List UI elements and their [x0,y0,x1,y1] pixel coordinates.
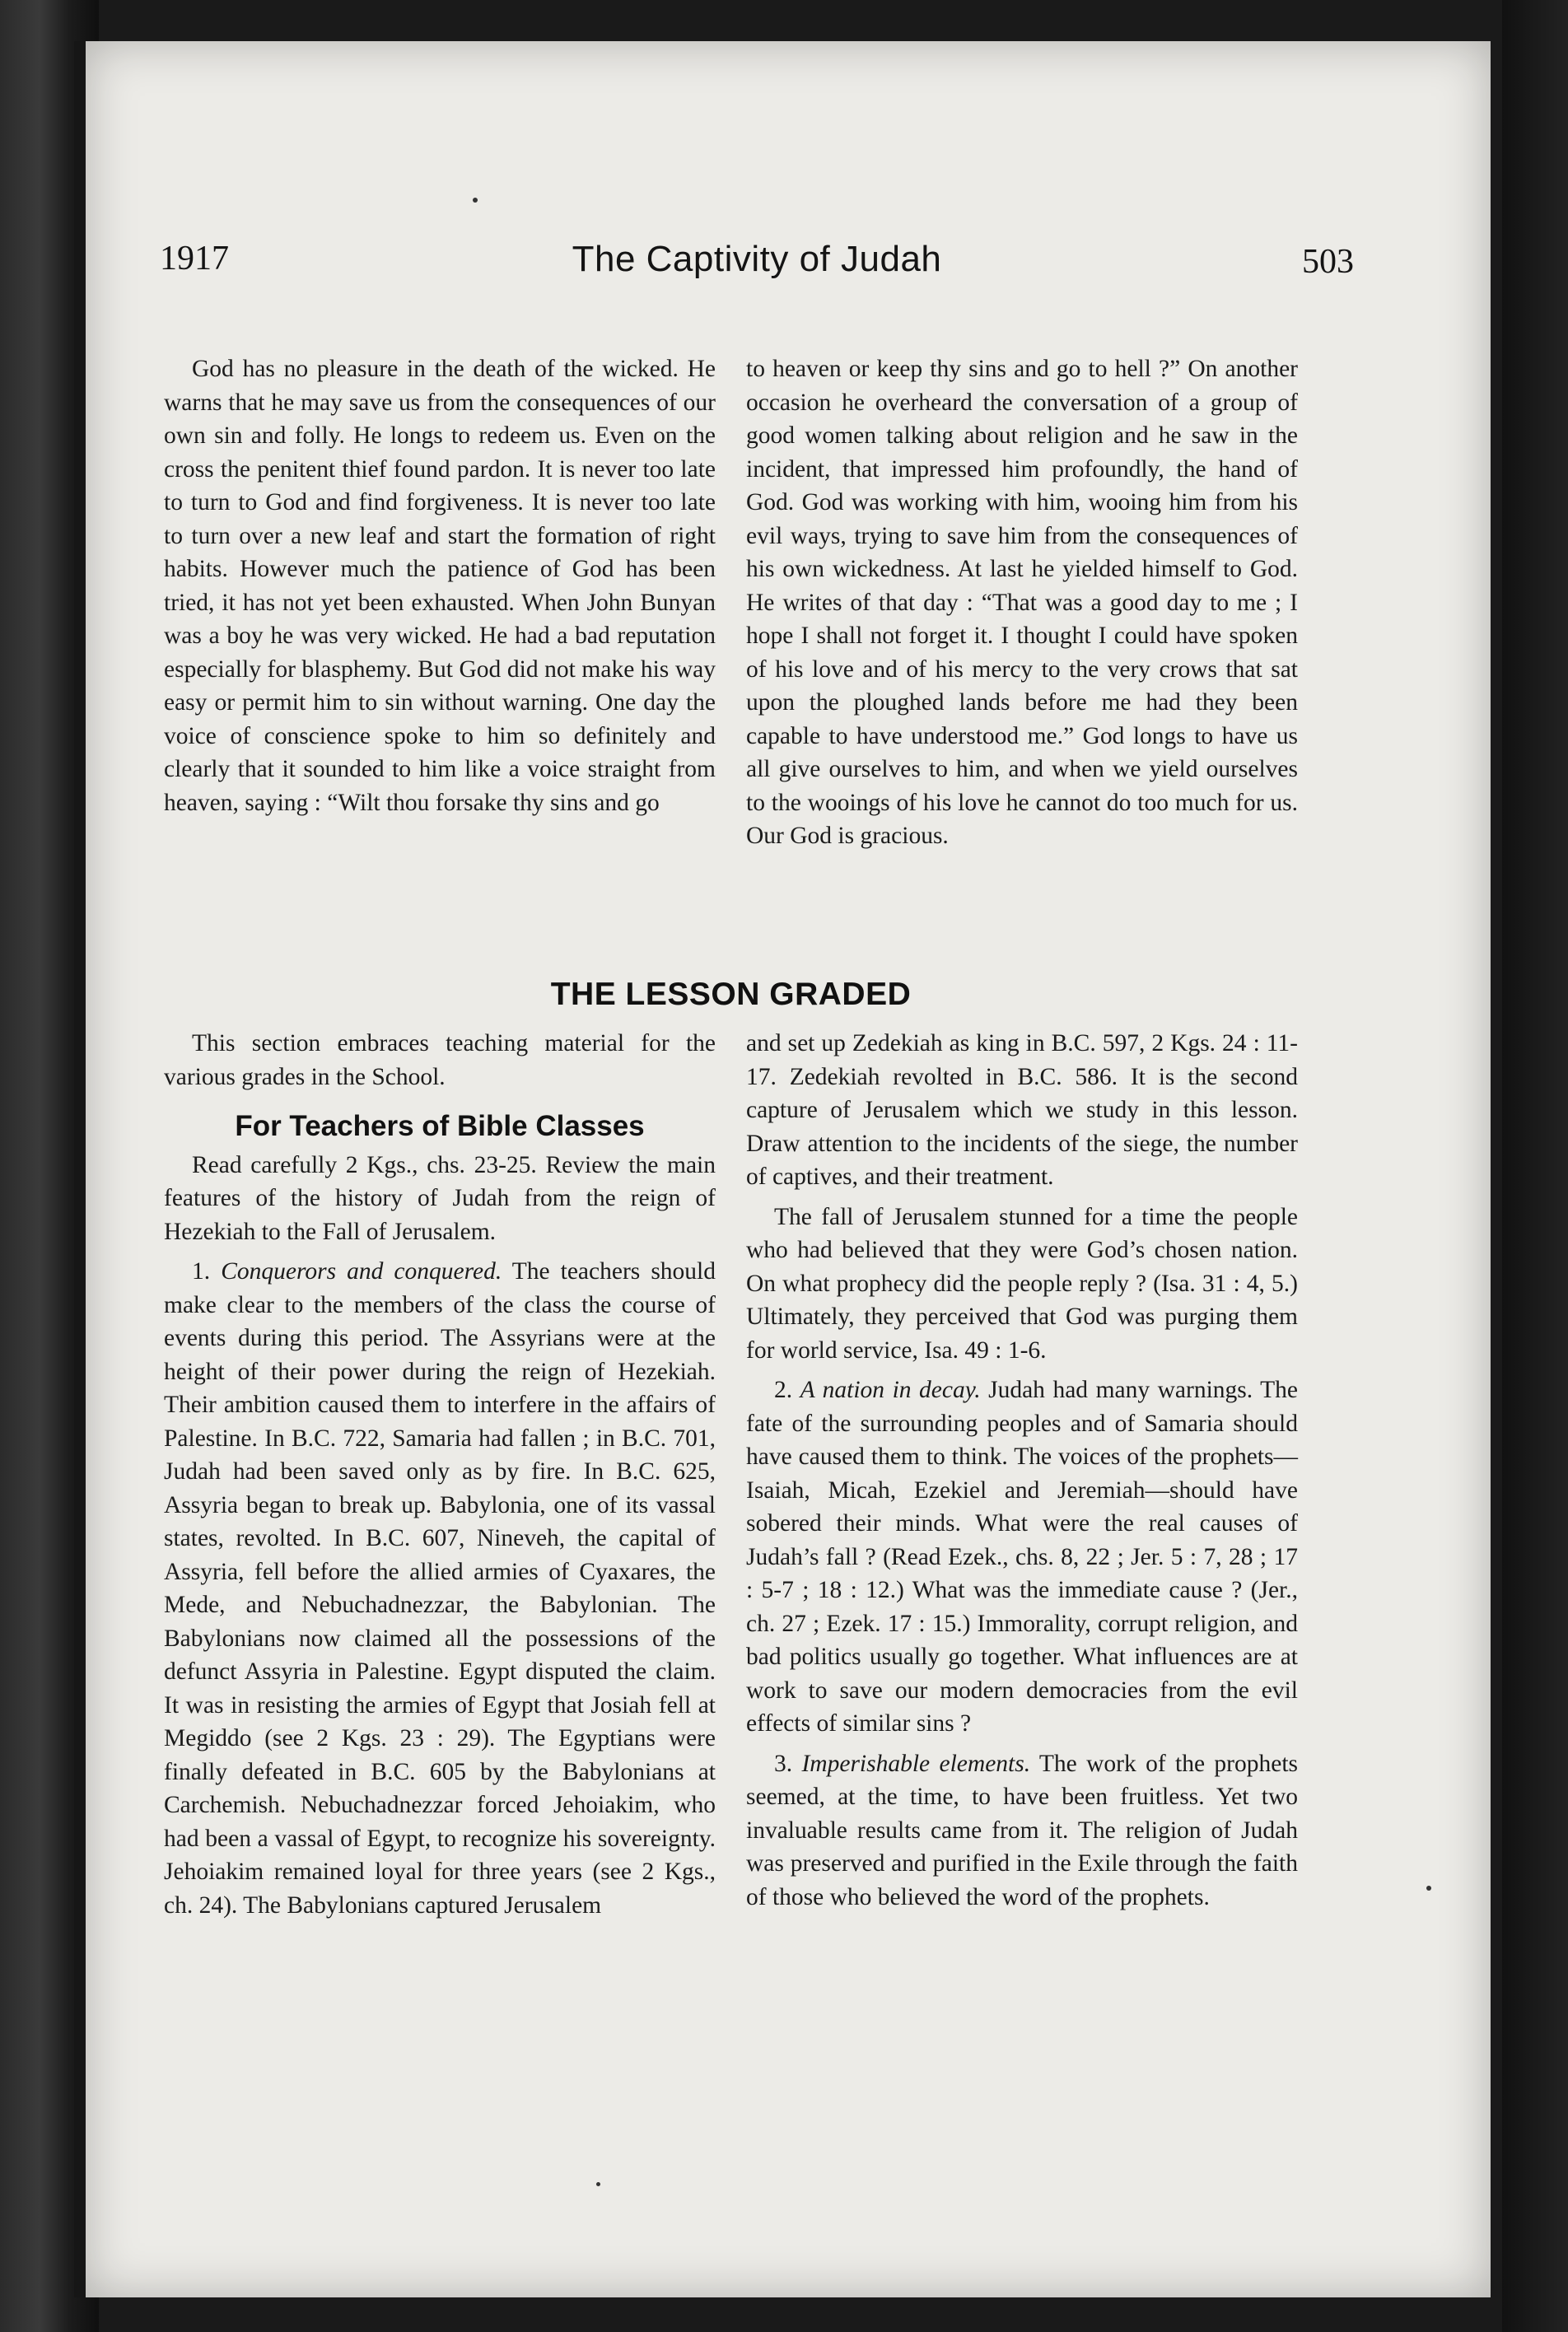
bunyan-paragraph-part2: to heaven or keep thy sins and go to hell ?” On another occasion he overheard the conversation of a group of good women talking about religion and he saw in the incident, that impressed him profoundly, the hand of God. God was working with him, wooing him from his evil ways, trying to save him from the consequences of his own wickedness. At last he yielded himself to God. He writes of that day : “That was a good day to me ; I hope I shall not forget it. I thought I could have spoken of his love and of his mercy to the very crows that sat upon the ploughed lands before me had they been capable to have understood me.” God longs to have us all give ourselves to him, and when we yield ourselves to the wooings of his love he cannot do too much for us. Our God is gracious. [746,356,1298,849]
point-1-number: 1. [192,1258,222,1285]
point-2-title: A nation in decay. [800,1377,981,1403]
point-3-number: 3. [774,1750,802,1777]
point-3-text: The work of the prophets seemed, at the time, to have been fruitless. Yet two invaluable results came from it. The religion of Judah was preserved and purified in the Exile through the faith of those who believed the word of the prophets. [746,1750,1299,1910]
lesson-left-column [164,1027,716,1922]
header-year: 1917 [160,240,229,278]
top-right-column [746,352,1298,853]
top-left-column [164,352,716,819]
point-1-paragraph [164,1255,716,1922]
section-heading: THE LESSON GRADED [550,977,912,1012]
scan-speck [596,2182,600,2186]
point-1-title: Conquerors and conquered. [221,1258,502,1285]
scan-speck [1426,1886,1431,1891]
point-2-paragraph [746,1374,1298,1741]
point-2-number: 2. [774,1377,800,1403]
bunyan-paragraph-part1: God has no pleasure in the death of the wicked. He warns that he may save us from the consequences of our own sin and folly. He longs to redeem us. Even on the cross the penitent thief found pardon. It is never too late to turn to God and find forgiveness. It is never too late to turn over a new leaf and start the formation of right habits. However much the patience of God has been tried, it has not yet been exhausted. When John Bunyan was a boy he was very wicked. He had a bad reputation especially for blasphemy. But God did not make his way easy or permit him to sin without warning. One day the voice of conscience spoke to him so definitely and clearly that it sounded to him like a voice straight from heaven, saying : “Wilt thou forsake thy sins and go [164,356,716,816]
reading-instructions: Read carefully 2 Kgs., chs. 23-25. Review the main features of the history of Judah from the reign of Hezekiah to the Fall of Jerusalem. [164,1151,716,1245]
scan-speck [473,198,478,203]
page-number: 503 [1302,243,1354,281]
sub-heading: For Teachers of Bible Classes [235,1110,645,1142]
point-1-text: The teachers should make clear to the members of the class the course of events during this period. The Assyrians were at the height of their power during the reign of Hezekiah. Their ambition caused them to interfere in the affairs of Palestine. In B.C. 722, Samaria had fallen ; in B.C. 701, Judah had been saved only as by fire. In B.C. 625, Assyria began to break up. Babylonia, one of its vassal states, revolted. In B.C. 607, Nineveh, the capital of Assyria, fell before the allied armies of Cyaxares, the Mede, and Nebuchadnezzar, the Babylonian. The Babylonians now claimed all the possessions of the defunct Assyria in Palestine. Egypt disputed the claim. It was in resisting the armies of Egypt that Josiah fell at Megiddo (see 2 Kgs. 23 : 29). The Egyptians were finally defeated in B.C. 605 by the Babylonians at Carchemish. Nebuchadnezzar forced Jehoiakim, who had been a vassal of Egypt, to recognize his sovereignty. Jehoiakim remained loyal for three years (see 2 Kgs., ch. 24). The Babylonians captured Jerusalem [164,1258,716,1919]
scan-border-right [1502,0,1568,2332]
point-3-title: Imperishable elements. [801,1750,1031,1777]
book-page [74,41,1491,2297]
point-2-text: Judah had many warnings. The fate of the surrounding peoples and of Samaria should have caused them to think. The voices of the prophets—Isaiah, Micah, Ezekiel and Jeremiah—should have sobered their minds. What were the real causes of Judah’s fall ? (Read Ezek., chs. 8, 22 ; Jer. 5 : 7, 28 ; 17 : 5-7 ; 18 : 12.) What was the immediate cause ? (Jer., ch. 27 ; Ezek. 17 : 15.) Immorality, corrupt religion, and bad politics usually go together. What influences are at work to save our modern democracies from the evil effects of similar sins ? [746,1377,1299,1737]
fall-paragraph: The fall of Jerusalem stunned for a time the people who had believed that they were God’s chosen nation. On what prophecy did the people reply ? (Isa. 31 : 4, 5.) Ultimately, they perceived that God was purging them for world service, Isa. 49 : 1-6. [746,1203,1298,1364]
point-1-continuation: and set up Zedekiah as king in B.C. 597, 2 Kgs. 24 : 11-17. Zedekiah revolted in B.C. 586. It is the second capture of Jerusalem which we study in this lesson. Draw attention to the incidents of the siege, the number of captives, and their treatment. [746,1030,1298,1190]
section-intro: This section embraces teaching material for the various grades in the School. [164,1030,716,1090]
page-header [160,239,1354,296]
running-title: The Captivity of Judah [572,239,942,279]
lesson-right-column [746,1027,1298,1914]
point-3-paragraph [746,1747,1298,1915]
